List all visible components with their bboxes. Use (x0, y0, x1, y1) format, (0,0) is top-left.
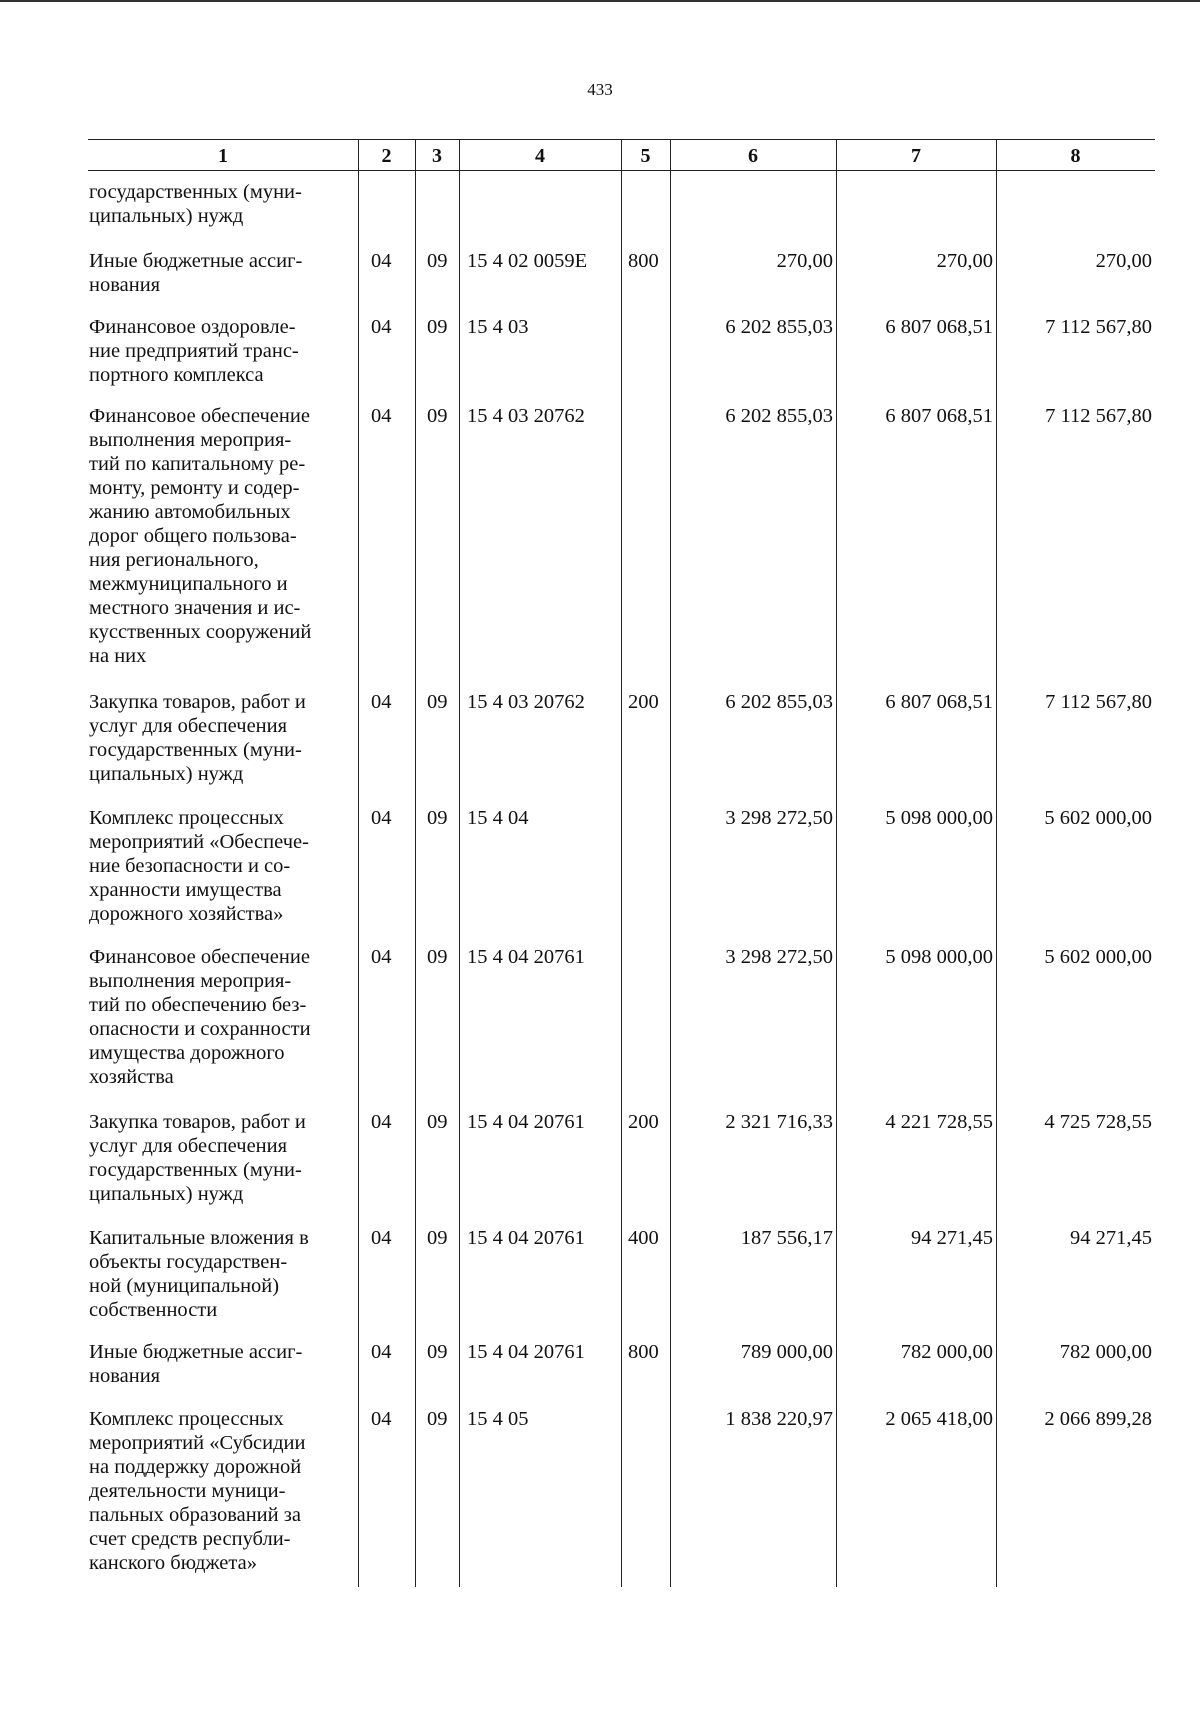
row-name: Иные бюджетные ассиг- нования (89, 250, 303, 296)
col-divider (621, 139, 622, 1587)
cell-amount-7: 6 807 068,51 (885, 405, 993, 427)
cell-subsection: 09 (427, 250, 448, 272)
cell-amount-7: 2 065 418,00 (885, 1408, 993, 1430)
cell-section: 04 (371, 1408, 392, 1430)
cell-section: 04 (371, 250, 392, 272)
page-top-rule (0, 0, 1200, 2)
cell-section: 04 (371, 316, 392, 338)
row-name: Иные бюджетные ассиг- нования (89, 1341, 303, 1387)
row-name: Финансовое обеспечение выполнения мероприя- тий по обеспечению без- опасности и сохранности имущества дорожного хозяйства (89, 946, 311, 1088)
cell-amount-8: 5 602 000,00 (1044, 807, 1152, 829)
cell-subsection: 09 (427, 1341, 448, 1363)
cell-expense-type: 200 (628, 691, 659, 713)
cell-subsection: 09 (427, 1111, 448, 1133)
cell-amount-6: 3 298 272,50 (725, 807, 833, 829)
cell-section: 04 (371, 946, 392, 968)
cell-section: 04 (371, 1227, 392, 1249)
row-name: Комплекс процессных мероприятий «Субсидии на поддержку дорожной деятельности муници- пальных образований за счет средств республи- канского бюджета» (89, 1408, 306, 1574)
header-col-2: 2 (381, 145, 392, 167)
cell-amount-6: 187 556,17 (740, 1227, 833, 1249)
cell-amount-6: 270,00 (776, 250, 833, 272)
col-divider (996, 139, 997, 1587)
header-col-5: 5 (640, 145, 651, 167)
cell-amount-8: 270,00 (1095, 250, 1152, 272)
cell-target-code: 15 4 03 20762 (467, 691, 585, 713)
cell-subsection: 09 (427, 405, 448, 427)
cell-target-code: 15 4 02 0059Е (467, 250, 588, 272)
header-col-1: 1 (218, 145, 228, 167)
header-col-4: 4 (535, 145, 545, 167)
col-divider (459, 139, 460, 1587)
cell-section: 04 (371, 405, 392, 427)
cell-section: 04 (371, 691, 392, 713)
col-divider (670, 139, 671, 1587)
cell-expense-type: 200 (628, 1111, 659, 1133)
cell-amount-6: 6 202 855,03 (725, 691, 833, 713)
header-col-6: 6 (748, 145, 758, 167)
cell-amount-8: 7 112 567,80 (1045, 691, 1152, 713)
cell-section: 04 (371, 1341, 392, 1363)
cell-amount-8: 2 066 899,28 (1044, 1408, 1152, 1430)
row-name: Капитальные вложения в объекты государствен- ной (муниципальной) собственности (89, 1227, 309, 1321)
cell-target-code: 15 4 03 20762 (467, 405, 585, 427)
row-name: Комплекс процессных мероприятий «Обеспече- ние безопасности и со- хранности имущества дорожного хозяйства» (89, 807, 309, 925)
cell-amount-7: 5 098 000,00 (885, 807, 993, 829)
header-col-7: 7 (911, 145, 921, 167)
cell-amount-8: 94 271,45 (1070, 1227, 1152, 1249)
cell-target-code: 15 4 04 20761 (467, 1341, 585, 1363)
cell-amount-7: 6 807 068,51 (885, 691, 993, 713)
page-number: 433 (587, 80, 613, 99)
cell-amount-6: 6 202 855,03 (725, 405, 833, 427)
cell-subsection: 09 (427, 1408, 448, 1430)
col-divider (836, 139, 837, 1587)
cell-amount-7: 94 271,45 (911, 1227, 993, 1249)
cell-expense-type: 800 (628, 250, 659, 272)
cell-amount-6: 6 202 855,03 (725, 316, 833, 338)
row-name: Финансовое оздоровле- ние предприятий транс- портного комплекса (89, 316, 299, 386)
cell-section: 04 (371, 807, 392, 829)
cell-amount-7: 782 000,00 (900, 1341, 993, 1363)
header-col-8: 8 (1070, 145, 1081, 167)
col-divider (358, 139, 359, 1587)
cell-target-code: 15 4 04 20761 (467, 946, 585, 968)
cell-expense-type: 800 (628, 1341, 659, 1363)
col-divider (415, 139, 416, 1587)
cell-section: 04 (371, 1111, 392, 1133)
cell-amount-8: 7 112 567,80 (1045, 316, 1152, 338)
cell-target-code: 15 4 03 (467, 316, 529, 338)
row-name: Закупка товаров, работ и услуг для обеспечения государственных (муни- ципальных) нужд (89, 1111, 306, 1205)
cell-subsection: 09 (427, 807, 448, 829)
cell-target-code: 15 4 05 (467, 1408, 529, 1430)
cell-amount-8: 7 112 567,80 (1045, 405, 1152, 427)
cell-target-code: 15 4 04 20761 (467, 1227, 585, 1249)
row-name: Закупка товаров, работ и услуг для обеспечения государственных (муни- ципальных) нужд (89, 691, 306, 785)
cell-subsection: 09 (427, 691, 448, 713)
row-name: Финансовое обеспечение выполнения мероприя- тий по капитальному ре- монту, ремонту и содер- жанию автомобильных дорог общего пользова- ния регионального, межмуниципального и местного значения и ис- кусственных сооружений на них (89, 405, 312, 667)
cell-target-code: 15 4 04 20761 (467, 1111, 585, 1133)
cell-amount-7: 6 807 068,51 (885, 316, 993, 338)
cell-amount-7: 5 098 000,00 (885, 946, 993, 968)
cell-subsection: 09 (427, 1227, 448, 1249)
cell-amount-6: 789 000,00 (740, 1341, 833, 1363)
cell-amount-8: 4 725 728,55 (1044, 1111, 1152, 1133)
cell-amount-8: 782 000,00 (1059, 1341, 1152, 1363)
cell-amount-7: 270,00 (936, 250, 993, 272)
cell-target-code: 15 4 04 (467, 807, 529, 829)
row-name: государственных (муни- ципальных) нужд (89, 181, 302, 227)
cell-amount-8: 5 602 000,00 (1044, 946, 1152, 968)
cell-expense-type: 400 (628, 1227, 659, 1249)
cell-subsection: 09 (427, 946, 448, 968)
cell-amount-6: 2 321 716,33 (725, 1111, 833, 1133)
cell-amount-7: 4 221 728,55 (885, 1111, 993, 1133)
header-col-3: 3 (432, 145, 442, 167)
cell-amount-6: 3 298 272,50 (725, 946, 833, 968)
cell-amount-6: 1 838 220,97 (725, 1408, 833, 1430)
cell-subsection: 09 (427, 316, 448, 338)
